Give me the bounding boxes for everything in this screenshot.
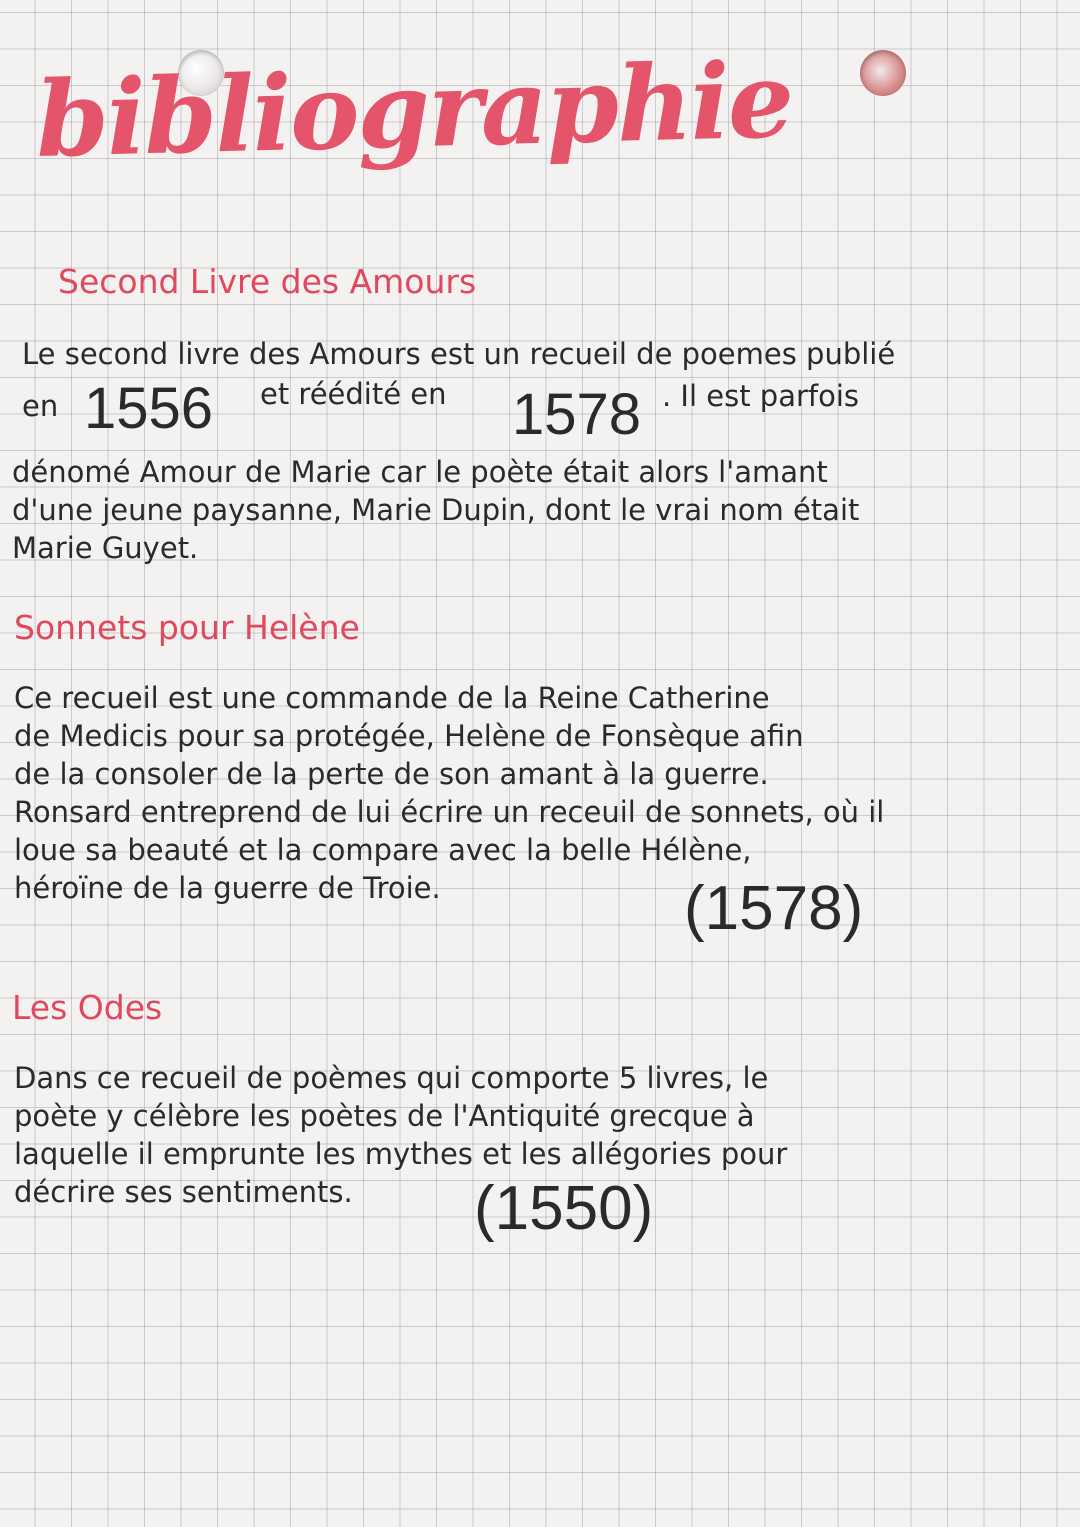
- section-text-line: loue sa beauté et la compare avec la belle Hélène,: [14, 833, 752, 867]
- year-1556: 1556: [84, 376, 214, 441]
- section-heading-odes: Les Odes: [12, 988, 163, 1027]
- section-text-line: de Medicis pour sa protégée, Helène de Fonsèque afin: [14, 719, 804, 753]
- section-text-line: poète y célèbre les poètes de l'Antiquité grecque à: [14, 1099, 755, 1133]
- year-1550: (1550): [474, 1174, 654, 1243]
- section-text-line: Marie Guyet.: [12, 531, 199, 565]
- section-text-line: en: [22, 389, 59, 423]
- section-text-line: décrire ses sentiments.: [14, 1175, 353, 1209]
- section-text-line: Le second livre des Amours est un recueil de poemes publié: [22, 337, 896, 371]
- punch-hole-right: [860, 50, 906, 96]
- year-1578: 1578: [512, 382, 642, 447]
- section-text-line: de la consoler de la perte de son amant à la guerre.: [14, 757, 769, 791]
- section-text-line: et réédité en: [260, 377, 447, 411]
- section-text-line: d'une jeune paysanne, Marie Dupin, dont le vrai nom était: [12, 493, 860, 527]
- section-text-line: Ronsard entreprend de lui écrire un receuil de sonnets, où il: [14, 795, 885, 829]
- section-text-line: laquelle il emprunte les mythes et les allégories pour: [14, 1137, 788, 1171]
- year-1578-sonnets: (1578): [684, 874, 864, 943]
- section-text-line: héroïne de la guerre de Troie.: [14, 871, 441, 905]
- section-text-line: dénomé Amour de Marie car le poète était alors l'amant: [12, 455, 828, 489]
- section-text-line: Ce recueil est une commande de la Reine Catherine: [14, 681, 770, 715]
- section-text-line: Dans ce recueil de poèmes qui comporte 5 livres, le: [14, 1061, 769, 1095]
- section-heading-sonnets: Sonnets pour Helène: [14, 608, 360, 647]
- page-title: bibliographie: [34, 38, 794, 181]
- section-text-line: . Il est parfois: [662, 379, 860, 413]
- section-heading-second-livre: Second Livre des Amours: [58, 262, 477, 301]
